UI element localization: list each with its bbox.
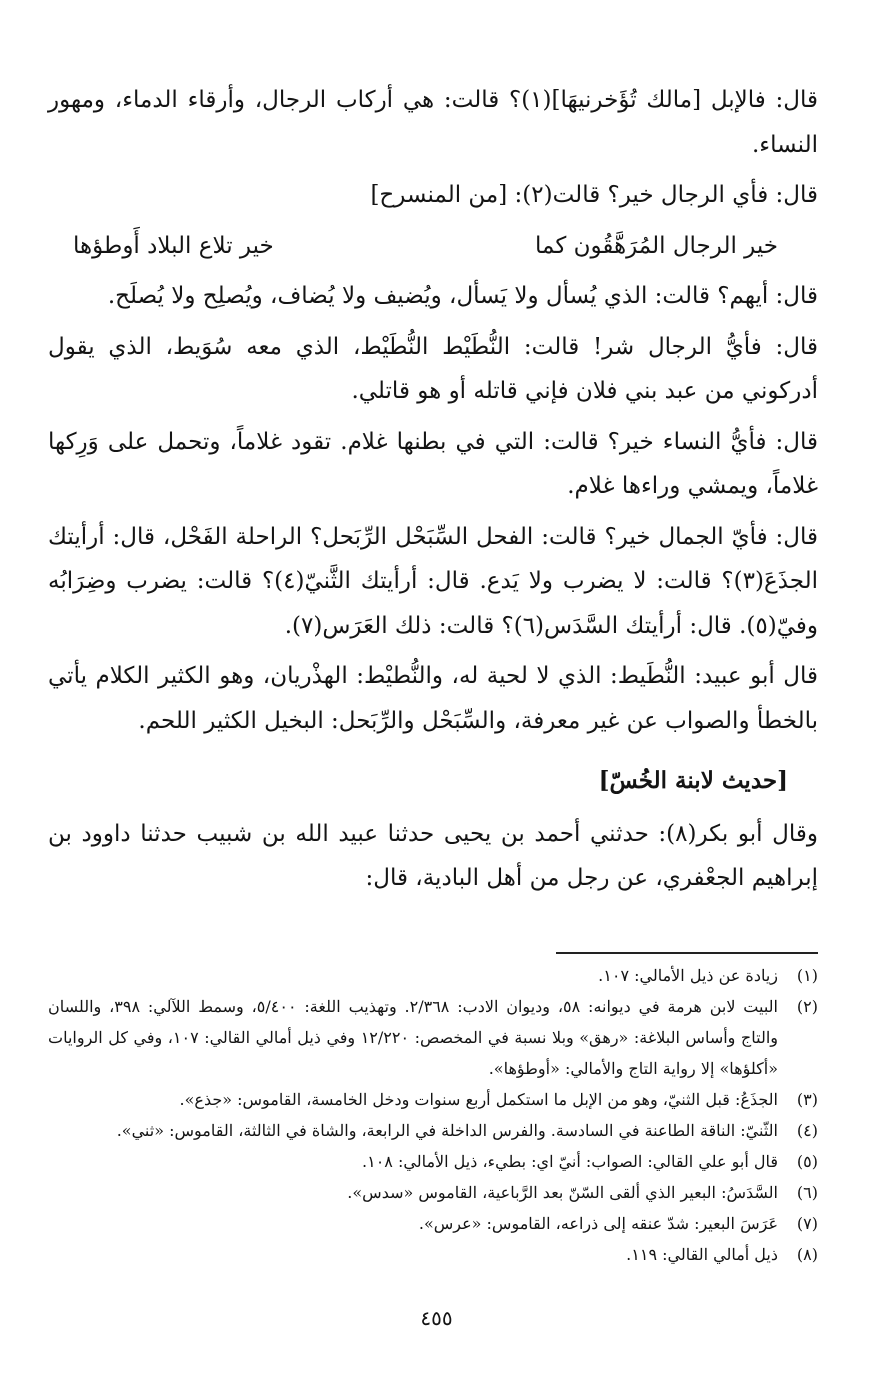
footnotes bbox=[48, 960, 818, 1270]
paragraph-best-men: قال: فأي الرجال خير؟ قالت(٢): [من المنسرح] bbox=[370, 182, 818, 208]
section-heading: [حديث لابنة الخُسّ] bbox=[598, 767, 788, 794]
footnote-2: (٢) البيت لابن هرمة في ديوانه: ٥٨، وديوان الادب: ٢/٣٦٨. وتهذيب اللغة: ٥/٤٠٠، وسمط اللآلي: ٣٩٨، واللسان والتاج وأساس البلاغة: «رهق» وبلا نسبة في المخصص: ١٢/٢٢٠ وفي ذيل أمالي القالي: ١٠٧، وفي كل الروايات «أكلؤها» إلا رواية التاج والأمالي: «أوطؤها». bbox=[48, 997, 818, 1078]
poem-second-hemistich: خير تلاع البلاد أَوطؤها bbox=[73, 232, 274, 259]
footnote-4: (٤) الثّنيّ: الناقة الطاعنة في السادسة. والفرس الداخلة في الرابعة، والشاة في الثالثة، القاموس: «ثني». bbox=[116, 1121, 818, 1140]
poem-verse bbox=[48, 224, 818, 269]
main-text bbox=[48, 78, 818, 907]
paragraph-camels: قال: فالإبل [مالك تُؤَخرنيهَا](١)؟ قالت: هي أركاب الرجال، وأرقاء الدماء، ومهور النساء. bbox=[48, 87, 818, 158]
footnote-1: (١) زيادة عن ذيل الأمالي: ١٠٧. bbox=[598, 966, 818, 985]
footnote-divider bbox=[556, 952, 818, 954]
footnote-8: (٨) ذيل أمالي القالي: ١١٩. bbox=[626, 1245, 818, 1264]
footnote-5: (٥) قال أبو علي القالي: الصواب: أنيّ اي: بطيء، ذيل الأمالي: ١٠٨. bbox=[362, 1152, 818, 1171]
paragraph-worst-men: قال: فأيُّ الرجال شر! قالت: النُّطَيْط النُّطَيْط، الذي معه سُوَيط، الذي يقول أدركوني من عبد بني فلان فإني قاتله أو هو قاتلي. bbox=[48, 333, 818, 404]
paragraph-abu-ubayd: قال أبو عبيد: النُّطَيط: الذي لا لحية له، والنُّطيْط: الهذْريان، وهو الكثير الكلام يأتي بالخطأ والصواب عن غير معرفة، والسِّبَحْل والرِّبَحل: البخيل الكثير اللحم. bbox=[48, 663, 818, 734]
paragraph-which-of-them: قال: أيهم؟ قالت: الذي يُسأل ولا يَسأل، ويُضيف ولا يُضاف، ويُصلِح ولا يُصلَح. bbox=[107, 283, 818, 309]
footnote-6: (٦) السَّدَسُ: البعير الذي ألقى السّنّ بعد الرَّباعية، القاموس «سدس». bbox=[347, 1183, 818, 1202]
paragraph-abu-bakr: وقال أبو بكر(٨): حدثني أحمد بن يحيى حدثنا عبيد الله بن شبيب حدثنا داوود بن إبراهيم الجعْفري، عن رجل من أهل البادية، قال: bbox=[48, 820, 818, 891]
paragraph-best-camels: قال: فأيّ الجمال خير؟ قالت: الفحل السِّبَحْل الرِّبَحل؟ الراحلة الفَحْل، قال: أرأيتك الجذَعَ(٣)؟ قالت: لا يضرب ولا يَدع. قال: أرأيتك الثَّنيّ(٤)؟ قالت: يضرب وضِرَابُه وفيّ(٥). قال: أرأيتك السَّدَس(٦)؟ قالت: ذلك العَرَس(٧). bbox=[48, 523, 818, 639]
poem-first-hemistich: خير الرجال المُرَهَّقُون كما bbox=[535, 232, 778, 259]
footnote-7: (٧) عَرَسَ البعير: شدّ عنقه إلى ذراعه، القاموس: «عرس». bbox=[418, 1214, 818, 1233]
footnote-3: (٣) الجذَعُ: قبل الثنيّ، وهو من الإبل ما استكمل أربع سنوات ودخل الخامسة، القاموس: «جذع». bbox=[179, 1090, 818, 1109]
page-number: ٤٥٥ bbox=[420, 1306, 453, 1330]
paragraph-best-women: قال: فأيُّ النساء خير؟ قالت: التي في بطنها غلام. تقود غلاماً، وتحمل على وَرِكها غلاماً، ويمشي وراءها غلام. bbox=[48, 428, 818, 499]
